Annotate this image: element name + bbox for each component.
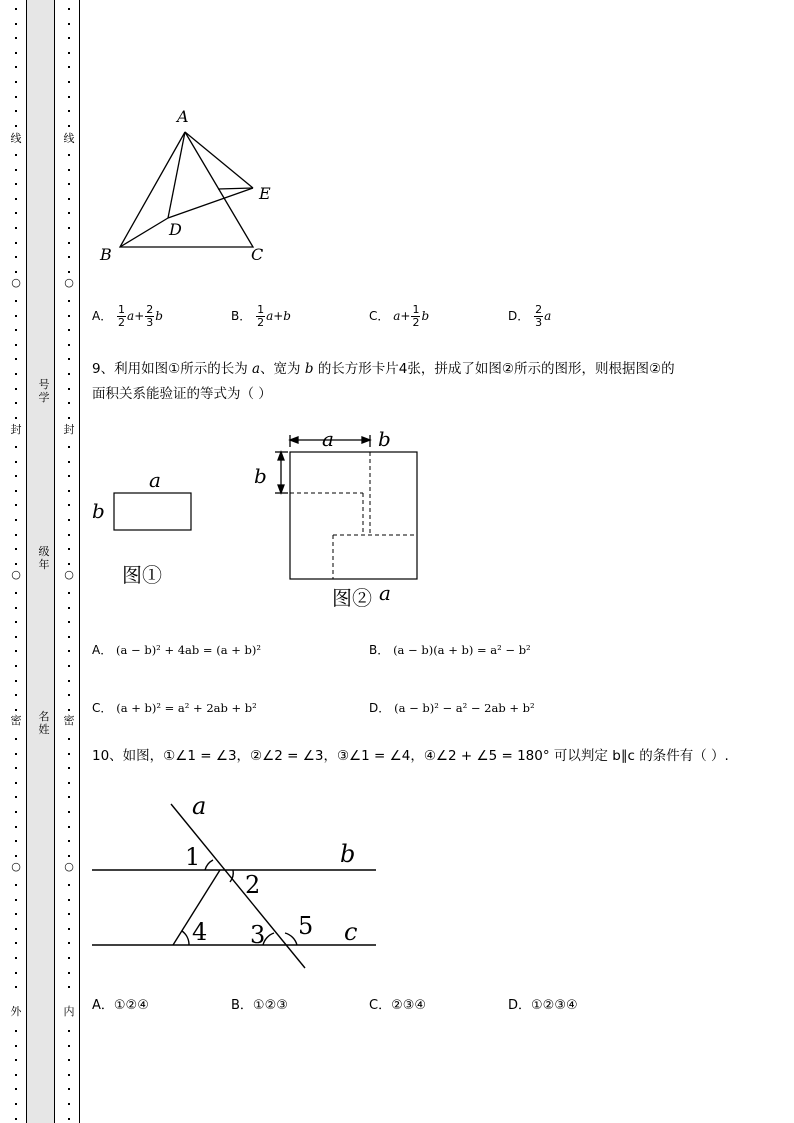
cut-line-dot: [68, 461, 70, 463]
cut-line-dot: [68, 242, 70, 244]
cut-line-dot: [68, 23, 70, 25]
option-formula: (a + b)² = a² + 2ab + b²: [116, 701, 257, 715]
cut-line-dot: [15, 344, 17, 346]
cut-line-dot: [15, 300, 17, 302]
q8-triangle-figure: [92, 100, 292, 270]
left-char-xian: 线: [10, 132, 22, 145]
q9-var: b: [304, 361, 314, 377]
angle-1-arc: [205, 860, 213, 870]
option-term: a+b: [266, 309, 291, 323]
cut-line-dot: [68, 796, 70, 798]
cut-line-dot: [15, 461, 17, 463]
arrow-head: [290, 437, 298, 443]
q9-option-c[interactable]: [92, 699, 257, 716]
cut-line-dot: [15, 110, 17, 112]
cut-line-dot: [15, 563, 17, 565]
q10-option-a[interactable]: [92, 994, 149, 1013]
cut-line-dot: [68, 767, 70, 769]
q9-option-a[interactable]: [92, 641, 261, 658]
cut-line-dot: [68, 563, 70, 565]
cut-line-dot: [68, 183, 70, 185]
option-value: ②③④: [391, 998, 427, 1013]
cut-line-dot: [15, 738, 17, 740]
cut-line-dot: [15, 826, 17, 828]
fig2-label-b-side: b: [254, 464, 267, 488]
cut-line-dot: [68, 826, 70, 828]
cut-line-dot: [68, 1103, 70, 1105]
cut-line-dot: [68, 475, 70, 477]
cut-line-dot: [68, 607, 70, 609]
arrow-head: [278, 452, 284, 460]
cut-line-dot: [15, 811, 17, 813]
left-char-circle: ○: [11, 860, 21, 873]
cut-line-dot: [68, 315, 70, 317]
fraction: [534, 304, 543, 329]
cut-line-dot: [15, 680, 17, 682]
option-label: B．: [369, 643, 390, 657]
point-a-label: A: [177, 107, 189, 126]
binding-margin: [0, 0, 82, 1123]
right-char-circle: ○: [64, 568, 74, 581]
segment-ae: [185, 132, 253, 188]
cut-line-dot: [68, 1030, 70, 1032]
cut-line-dot: [15, 402, 17, 404]
cut-line-dot: [15, 519, 17, 521]
cut-line-dot: [68, 125, 70, 127]
q10-option-d[interactable]: [508, 994, 578, 1013]
cut-line-dot: [68, 957, 70, 959]
fig2-label-a: a: [322, 427, 334, 451]
numerator: 2: [535, 303, 543, 316]
left-char-circle: ○: [11, 276, 21, 289]
cut-line-dot: [68, 621, 70, 623]
cut-line-dot: [15, 490, 17, 492]
denominator: 3: [535, 316, 543, 329]
cut-line-dot: [15, 942, 17, 944]
cut-line-dot: [68, 548, 70, 550]
option-label: C．: [369, 998, 392, 1013]
label-a: a: [192, 792, 207, 820]
student-number-label: 号学: [38, 378, 50, 404]
cut-line-dot: [15, 504, 17, 506]
fig1-caption: 图①: [122, 563, 162, 587]
cut-line-dot: [68, 490, 70, 492]
numerator: 1: [257, 303, 265, 316]
cut-line-dot: [15, 709, 17, 711]
cut-line-dot: [68, 198, 70, 200]
cut-line-dot: [68, 8, 70, 10]
cut-line-dot: [15, 607, 17, 609]
right-char-xian: 线: [63, 132, 75, 145]
q8-option-a[interactable]: [92, 304, 163, 329]
point-c-label: C: [251, 245, 264, 264]
cut-line-dot: [15, 753, 17, 755]
cut-line-dot: [68, 1059, 70, 1061]
cut-line-dot: [15, 52, 17, 54]
cut-line-dot: [68, 169, 70, 171]
q10-option-c[interactable]: [369, 994, 426, 1013]
right-char-circle: ○: [64, 276, 74, 289]
right-char-mi: 密: [63, 714, 75, 727]
cut-line-dot: [68, 504, 70, 506]
cut-line-dot: [15, 1074, 17, 1076]
denominator: 2: [412, 316, 420, 329]
cut-line-dot: [68, 300, 70, 302]
cut-line-dot: [15, 446, 17, 448]
numerator: 1: [412, 303, 420, 316]
option-formula: (a − b)² − a² − 2ab + b²: [394, 701, 535, 715]
option-value: ①②④: [113, 998, 149, 1013]
q8-option-c[interactable]: [369, 304, 429, 329]
cut-line-dot: [15, 957, 17, 959]
cut-line-dot: [68, 37, 70, 39]
cut-line-dot: [15, 986, 17, 988]
option-label: A．: [92, 643, 113, 657]
option-value: ①②③④: [531, 998, 578, 1013]
denominator: 3: [146, 316, 154, 329]
segment-ad: [168, 132, 185, 218]
cut-line-dot: [15, 1103, 17, 1105]
cut-line-dot: [15, 37, 17, 39]
outer-square: [290, 452, 417, 579]
cut-line-dot: [15, 855, 17, 857]
q8-option-d[interactable]: [508, 304, 551, 329]
fig2-label-a-bottom: a: [379, 581, 391, 605]
cut-line-dot: [15, 767, 17, 769]
fraction: [145, 304, 154, 329]
cut-line-dot: [15, 884, 17, 886]
cut-line-dot: [68, 986, 70, 988]
cut-line-dot: [15, 373, 17, 375]
q9-line-1: [92, 357, 752, 382]
cut-line-dot: [15, 358, 17, 360]
fig1-label-a: a: [149, 468, 161, 492]
class-label: 级年: [38, 545, 50, 571]
q9-line-2: 面积关系能验证的等式为（ ）: [92, 386, 272, 402]
cut-line-dot: [15, 256, 17, 258]
left-char-circle: ○: [11, 568, 21, 581]
point-e-label: E: [259, 184, 271, 203]
angle-3-label: 3: [250, 921, 266, 949]
cut-line-dot: [68, 446, 70, 448]
fig2-label-b-top: b: [378, 427, 391, 451]
cut-line-dot: [68, 636, 70, 638]
cut-line-dot: [68, 738, 70, 740]
cut-line-dot: [15, 417, 17, 419]
q9-option-b[interactable]: [369, 641, 531, 658]
cut-line-dot: [15, 1118, 17, 1120]
cut-line-dot: [15, 650, 17, 652]
cut-line-dot: [15, 782, 17, 784]
cut-line-dot: [15, 169, 17, 171]
cut-line-dot: [68, 52, 70, 54]
label-c: c: [344, 918, 358, 946]
cut-line-dot: [15, 1059, 17, 1061]
triangle-abc: [120, 132, 253, 247]
cut-line-dot: [15, 475, 17, 477]
right-char-nei: 内: [63, 1005, 75, 1018]
point-b-label: B: [100, 245, 112, 264]
option-term: b: [155, 309, 163, 323]
q9-text: 9、利用如图①所示的长为: [92, 361, 248, 377]
cut-line-dot: [68, 66, 70, 68]
arrow-head: [362, 437, 370, 443]
cut-line-dot: [68, 358, 70, 360]
q9-figure-2: [242, 425, 442, 615]
option-label: B．: [231, 309, 252, 323]
cut-line-dot: [68, 344, 70, 346]
angle-5-arc: [285, 933, 297, 945]
option-term: a+: [127, 309, 145, 323]
cut-line-dot: [15, 81, 17, 83]
option-formula: (a − b)² + 4ab = (a + b)²: [116, 643, 261, 657]
option-label: D．: [508, 309, 530, 323]
cut-line-dot: [68, 650, 70, 652]
cut-line-dot: [68, 680, 70, 682]
option-label: A．: [92, 998, 114, 1013]
cut-line-dot: [68, 373, 70, 375]
left-char-feng: 封: [10, 423, 22, 436]
cut-line-dot: [15, 242, 17, 244]
cut-line-dot: [15, 928, 17, 930]
option-formula: (a − b)(a + b) = a² − b²: [393, 643, 531, 657]
right-dotted-cut-line: [59, 0, 79, 1123]
cut-line-dot: [68, 534, 70, 536]
cut-line-dot: [15, 1045, 17, 1047]
cut-line-dot: [15, 198, 17, 200]
fraction: [256, 304, 265, 329]
cut-line-dot: [15, 388, 17, 390]
cut-line-dot: [68, 811, 70, 813]
right-char-circle: ○: [64, 860, 74, 873]
q10-question: 10、如图，①∠1 = ∠3，②∠2 = ∠3，③∠1 = ∠4，④∠2 + ∠5 = 180° 可以判定 b∥c 的条件有（ ）.: [92, 748, 729, 764]
cut-line-dot: [68, 942, 70, 944]
cut-line-dot: [68, 855, 70, 857]
q10-figure: [92, 790, 392, 980]
cut-line-dot: [15, 899, 17, 901]
cut-line-dot: [15, 315, 17, 317]
q9-text: 、宽为: [260, 361, 301, 377]
fig1-label-b: b: [92, 499, 105, 523]
cut-line-dot: [15, 329, 17, 331]
cut-line-dot: [15, 125, 17, 127]
cut-line-dot: [15, 66, 17, 68]
option-label: D．: [508, 998, 532, 1013]
cut-line-dot: [68, 417, 70, 419]
cut-line-dot: [68, 1045, 70, 1047]
cut-line-dot: [68, 96, 70, 98]
cut-line-dot: [68, 972, 70, 974]
cut-line-dot: [15, 1088, 17, 1090]
segment-de: [168, 188, 253, 218]
option-label: C．: [92, 701, 113, 715]
name-label: 名姓: [38, 710, 50, 736]
fig2-caption: 图②: [332, 586, 372, 610]
point-d-label: D: [169, 220, 182, 239]
cut-line-dot: [15, 548, 17, 550]
q9-text: 的长方形卡片4张，拼成了如图②所示的图形，则根据图②的: [317, 361, 675, 377]
cut-line-dot: [68, 694, 70, 696]
cut-line-dot: [68, 402, 70, 404]
cut-line-dot: [15, 636, 17, 638]
cut-line-dot: [68, 388, 70, 390]
angle-5-label: 5: [298, 912, 314, 940]
cut-line-dot: [15, 96, 17, 98]
cut-line-dot: [68, 913, 70, 915]
option-term: b: [421, 309, 430, 323]
numerator: 1: [118, 303, 126, 316]
fraction: [117, 304, 126, 329]
option-label: C．: [369, 309, 390, 323]
cut-line-dot: [68, 110, 70, 112]
cut-line-dot: [68, 840, 70, 842]
cut-line-dot: [68, 709, 70, 711]
q9-option-d[interactable]: [369, 699, 535, 716]
cut-line-dot: [15, 271, 17, 273]
cut-line-dot: [15, 796, 17, 798]
cut-line-dot: [15, 840, 17, 842]
option-term: a: [544, 309, 552, 323]
angle-1-label: 1: [185, 843, 201, 871]
cut-line-dot: [15, 154, 17, 156]
cut-line-dot: [68, 1074, 70, 1076]
cut-line-dot: [15, 534, 17, 536]
cut-line-dot: [68, 1088, 70, 1090]
cut-line-dot: [68, 329, 70, 331]
cut-line-dot: [15, 23, 17, 25]
cut-line-dot: [15, 8, 17, 10]
cut-line-dot: [15, 227, 17, 229]
segment-e-ac: [218, 188, 253, 189]
numerator: 2: [146, 303, 154, 316]
arrow-head: [278, 485, 284, 493]
left-char-mi: 密: [10, 714, 22, 727]
q8-option-b[interactable]: [231, 304, 291, 329]
cut-line-dot: [68, 81, 70, 83]
cut-line-dot: [68, 154, 70, 156]
exam-content: [92, 0, 782, 1123]
cut-line-dot: [68, 592, 70, 594]
right-char-feng: 封: [63, 423, 75, 436]
angle-4-arc: [182, 931, 189, 945]
cut-line-dot: [68, 227, 70, 229]
left-dotted-cut-line: [6, 0, 26, 1123]
cut-line-dot: [15, 694, 17, 696]
denominator: 2: [118, 316, 126, 329]
label-b: b: [340, 840, 356, 868]
cut-line-dot: [68, 928, 70, 930]
cut-line-dot: [15, 1030, 17, 1032]
fraction: [411, 304, 420, 329]
cut-line-dot: [68, 665, 70, 667]
q9-question: [92, 357, 752, 407]
q10-option-b[interactable]: [231, 994, 288, 1013]
cut-line-dot: [68, 256, 70, 258]
cut-line-dot: [68, 271, 70, 273]
cut-line-dot: [68, 753, 70, 755]
cut-line-dot: [15, 972, 17, 974]
cut-line-dot: [68, 899, 70, 901]
cut-line-dot: [15, 621, 17, 623]
segment-bd: [120, 218, 168, 247]
cut-line-dot: [15, 183, 17, 185]
cut-line-dot: [15, 913, 17, 915]
denominator: 2: [257, 316, 265, 329]
cut-line-dot: [68, 782, 70, 784]
margin-rule: [79, 0, 80, 1123]
cut-line-dot: [68, 212, 70, 214]
card-rectangle: [114, 493, 191, 530]
option-term: a+: [393, 309, 411, 323]
cut-line-dot: [68, 519, 70, 521]
cut-line-dot: [15, 212, 17, 214]
cut-line-dot: [15, 592, 17, 594]
angle-4-label: 4: [192, 918, 208, 946]
left-char-wai: 外: [10, 1005, 22, 1018]
option-label: D．: [369, 701, 391, 715]
option-label: A．: [92, 309, 113, 323]
option-label: B．: [231, 998, 253, 1013]
q9-var: a: [252, 361, 261, 377]
angle-2-label: 2: [245, 871, 261, 899]
cut-line-dot: [68, 1118, 70, 1120]
q9-figure-1: [92, 462, 212, 592]
cut-line-dot: [15, 665, 17, 667]
cut-line-dot: [68, 884, 70, 886]
option-value: ①②③: [252, 998, 288, 1013]
